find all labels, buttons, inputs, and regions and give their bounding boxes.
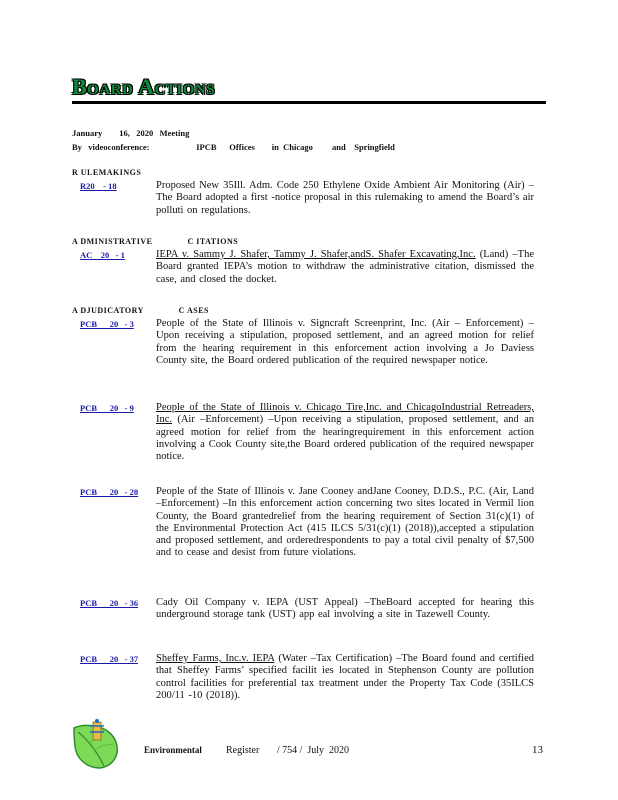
footer-register: Register / 754 / July 2020 bbox=[226, 745, 350, 756]
section-administrative-citations: A DMINISTRATIVE C ITATIONS bbox=[72, 237, 239, 246]
item-text bbox=[156, 653, 534, 702]
page-title: Board Actions bbox=[72, 74, 216, 99]
case-summary: (Water –Tax Certification) –The Board found and certified that Sheffey Farms’ specified facilit ies located in Stephenson County are pollution control facilities for preferential tax treatment under the Property Tax Code (35ILCS 200/11 -10 (2018)). bbox=[156, 653, 535, 701]
docket-link-pcb20-9[interactable]: PCB 20 - 9 bbox=[80, 403, 134, 413]
item-text: Cady Oil Company v. IEPA (UST Appeal) –TheBoard accepted for hearing this underground storage tank (UST) app eal involving a site in Tazewell County. bbox=[156, 597, 534, 621]
case-title: People of the State of Illinois v. Chicago Tire,Inc. and ChicagoIndustrial Retreaders, Inc. bbox=[156, 402, 534, 426]
docket-link-ac20-1[interactable]: AC 20 - 1 bbox=[80, 250, 125, 260]
case-title: IEPA v. Sammy J. Shafer, Tammy J. Shafer,andS. Shafer Excavating,Inc. bbox=[156, 249, 476, 260]
section-adjudicatory-cases: A DJUDICATORY C ASES bbox=[72, 306, 209, 315]
case-summary: (Air –Enforcement) –Upon receiving a stipulation, proposed settlement, and an agreed motion for relief from the hearingrequirement in this enforcement action involving a Cook County site,the Board ordered publication of the required newspaper notice. bbox=[156, 414, 534, 463]
docket-link-pcb20-36[interactable]: PCB 20 - 36 bbox=[80, 598, 139, 608]
docket-link-pcb20-28[interactable]: PCB 20 - 28 bbox=[80, 487, 139, 497]
meeting-info bbox=[72, 126, 395, 154]
docket-link-r20-18[interactable]: R20 - 18 bbox=[80, 181, 117, 191]
item-text: People of the State of Illinois v. Signcraft Screenprint, Inc. (Air – Enforcement) – Upon receiving a stipulation, proposed settlement, and an agreed motion for relief from the hearing requirement in this enforcement action involving a Jo Daviess County site, the Board ordered publication of the required newspaper notice. bbox=[156, 318, 534, 366]
meeting-date: January 16, 2020 Meeting bbox=[72, 128, 190, 138]
item-text bbox=[156, 402, 534, 463]
item-text bbox=[156, 249, 534, 286]
case-title: Sheffey Farms, Inc.v. IEPA bbox=[156, 653, 275, 664]
section-rulemakings: R ULEMAKINGS bbox=[72, 168, 142, 177]
docket-link-pcb20-3[interactable]: PCB 20 - 3 bbox=[80, 319, 134, 329]
footer-publication: Environmental bbox=[144, 745, 202, 755]
item-text: People of the State of Illinois v. Jane Cooney andJane Cooney, D.D.S., P.C. (Air, Land –Enforcement) –In this enforcement action concerning two sites located in Vermil lion County, the Board grantedrelief from the hearing requirement of Section 31(c)(1) of the Environmental Protection Act (415 ILCS 5/31(c)(1) (2018)),accepted a stipulation and proposed settlement, and orderedrespondents to pay a total civil penalty of $7,500 and to cease and desist from future violations. bbox=[156, 486, 534, 559]
page-number: 13 bbox=[532, 744, 543, 756]
title-rule bbox=[72, 101, 546, 104]
meeting-location: By videoconference: IPCB Offices in Chicago and Springfield bbox=[72, 142, 395, 152]
item-text: Proposed New 35Ill. Adm. Code 250 Ethylene Oxide Ambient Air Monitoring (Air) –The Board adopted a first -notice proposal in this rulemaking to amend the Board’s air polluti on regulations. bbox=[156, 180, 534, 216]
leaf-logo-icon bbox=[70, 718, 122, 770]
docket-link-pcb20-37[interactable]: PCB 20 - 37 bbox=[80, 654, 139, 664]
case-summary: (Land) –The Board granted IEPA’s motion to withdraw the administrative citation, dismissed the case, and closed the docket. bbox=[156, 249, 534, 285]
